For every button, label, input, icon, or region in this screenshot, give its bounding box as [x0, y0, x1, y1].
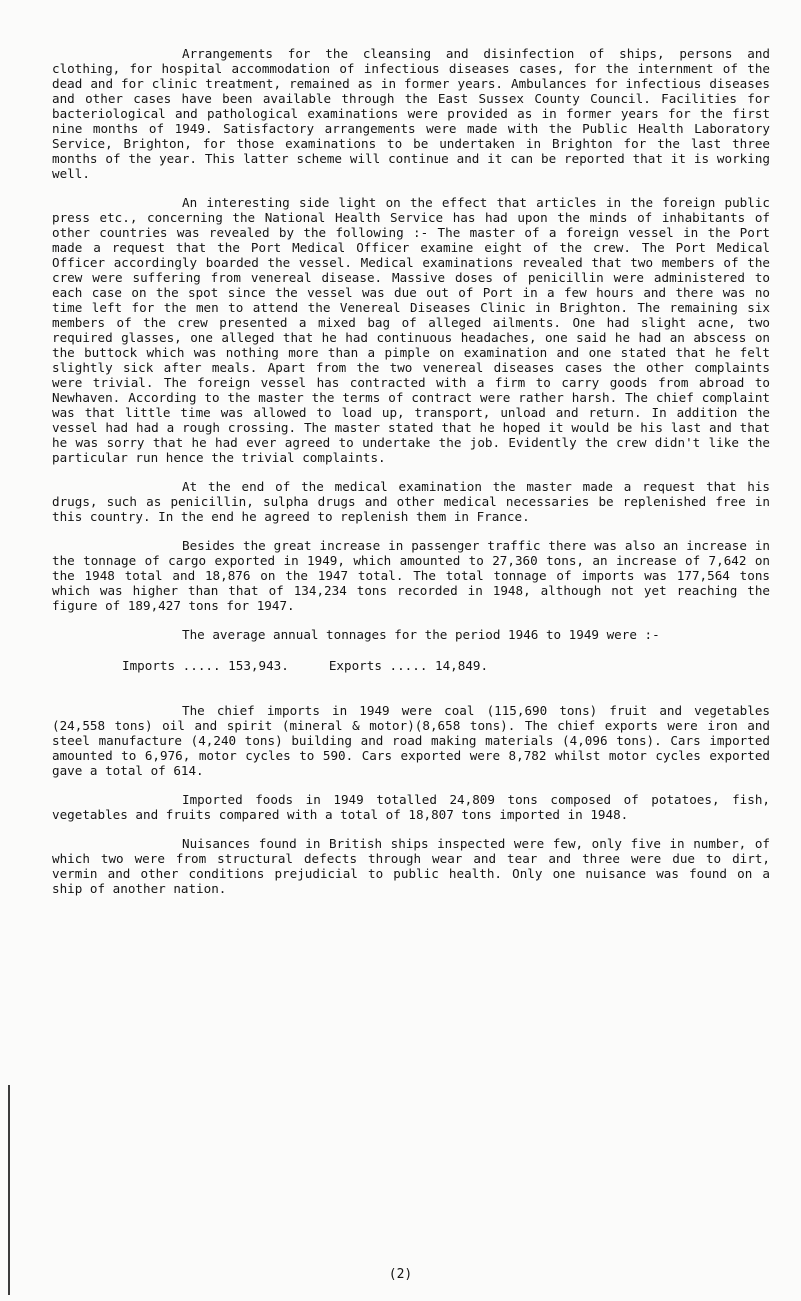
scan-edge-line	[8, 1085, 10, 1295]
average-tonnage-line	[52, 658, 770, 673]
exports-value: 14,849.	[435, 658, 489, 673]
imports-label: Imports .....	[122, 658, 221, 673]
paragraph-cargo-tonnage: Besides the great increase in passenger traffic there was also an increase in the tonnage of cargo exported in 1949, which amounted to 27,360 tons, an increase of 7,642 on the 1948 total and 18,876 on the 1947 total. The total tonnage of imports was 177,564 tons which was higher than that of 134,234 tons recorded in 1948, although not yet reaching the figure of 189,427 tons for 1947.	[52, 538, 770, 613]
page-number: (2)	[388, 1267, 413, 1282]
exports-tonnage	[329, 658, 488, 673]
imports-value: 153,943.	[228, 658, 289, 673]
paragraph-imported-foods: Imported foods in 1949 totalled 24,809 tons composed of potatoes, fish, vegetables and fruits compared with a total of 18,807 tons imported in 1948.	[52, 792, 770, 822]
body-text	[52, 46, 770, 910]
paragraph-nuisances: Nuisances found in British ships inspected were few, only five in number, of which two were from structural defects through wear and tear and three were due to dirt, vermin and other conditions prejudicial to public health. Only one nuisance was found on a ship of another nation.	[52, 836, 770, 896]
paragraph-arrangements: Arrangements for the cleansing and disinfection of ships, persons and clothing, for hospital accommodation of infectious diseases cases, for the internment of the dead and for clinic treatment, remained as in former years. Ambulances for infectious diseases and other cases have been available through the East Sussex County Council. Facilities for bacteriological and pathological examinations were provided as in former years for the first nine months of 1949. Satisfactory arrangements were made with the Public Health Laboratory Service, Brighton, for those examinations to be undertaken in Brighton for the last three months of the year. This latter scheme will continue and it can be reported that it is working well.	[52, 46, 770, 181]
imports-tonnage	[122, 658, 289, 673]
paragraph-chief-imports: The chief imports in 1949 were coal (115,690 tons) fruit and vegetables (24,558 tons) oil and spirit (mineral & motor)(8,658 tons). The chief exports were iron and steel manufacture (4,240 tons) building and road making materials (4,096 tons). Cars imported amounted to 6,976, motor cycles to 590. Cars exported were 8,782 whilst motor cycles exported gave a total of 614.	[52, 703, 770, 778]
paragraph-foreign-press: An interesting side light on the effect that articles in the foreign public press etc., concerning the National Health Service has had upon the minds of inhabitants of other countries was revealed by the following :- The master of a foreign vessel in the Port made a request that the Port Medical Officer examine eight of the crew. The Port Medical Officer accordingly boarded the vessel. Medical examinations revealed that two members of the crew were suffering from venereal disease. Massive doses of penicillin were administered to each case on the spot since the vessel was due out of Port in a few hours and there was no time left for the men to attend the Venereal Diseases Clinic in Brighton. The remaining six members of the crew presented a mixed bag of alleged ailments. One had slight acne, two required glasses, one alleged that he had continuous headaches, one said he had an abscess on the buttock which was nothing more than a pimple on examination and one stated that he felt slightly sick after meals. Apart from the two venereal diseases cases the other complaints were trivial. The foreign vessel has contracted with a firm to carry goods from abroad to Newhaven. According to the master the terms of contract were rather harsh. The chief complaint was that little time was allowed to load up, transport, unload and return. In addition the vessel had had a rough crossing. The master stated that he hoped it would be his last and that he was sorry that he had ever agreed to undertake the job. Evidently the crew didn't like the particular run hence the trivial complaints.	[52, 195, 770, 465]
paragraph-average-tonnages: The average annual tonnages for the period 1946 to 1949 were :-	[182, 627, 660, 642]
exports-label: Exports .....	[328, 658, 428, 673]
paragraph-drugs-request: At the end of the medical examination the master made a request that his drugs, such as penicillin, sulpha drugs and other medical necessaries be replenished free in this country. In the end he agreed to replenish them in France.	[52, 479, 770, 524]
